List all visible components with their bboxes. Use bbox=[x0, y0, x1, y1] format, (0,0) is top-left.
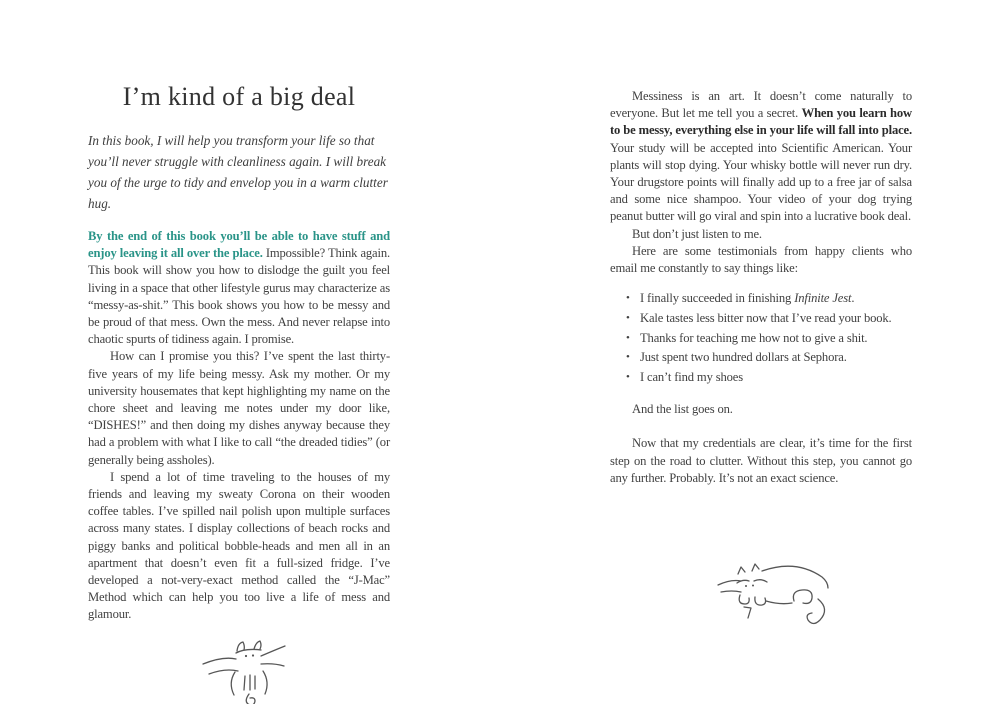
paragraph-hook bbox=[88, 228, 390, 348]
paragraph-hook-rest: Impossible? Think again. This book will show you how to dislodge the guilt you feel living in a space that other lifestyle gurus may characterize as “messy-as-shit.” This book shows you how to be messy and be proud of that mess. Own the mess. And never relapse into chaotic spurts of tidiness again. I promise. bbox=[88, 246, 390, 347]
testimonial-item bbox=[626, 330, 912, 347]
testimonial-text: I finally succeeded in finishing bbox=[640, 291, 795, 306]
paragraph-jmac-method: I spend a lot of time traveling to the houses of my friends and leaving my sweaty Corona on their wooden coffee tables. I’ve spilled nail polish upon multiple surfaces across many states. I display collections of beach rocks and piggy banks and political bobble-heads and men all in an apartment that doesn’t even fit a full-sized fridge. I’ve developed a not-very-exact method called the “J-Mac” Method which can help you too live a life of mess and glamour. bbox=[88, 469, 390, 622]
bold-secret-sentence: When you learn how to be messy, everything else in your life will fall into place. bbox=[610, 106, 912, 138]
testimonial-text-suffix: . bbox=[851, 291, 855, 306]
paragraph-closing: Now that my credentials are clear, it’s time for the first step on the road to clutter. Without this step, you cannot go any further. Probably. It’s not an exact science. bbox=[610, 436, 912, 485]
paragraph-listen: But don’t just listen to me. bbox=[632, 226, 762, 241]
paragraph-messiness-pre: Messiness is an art. It doesn’t come naturally to everyone. But let me tell you a secret. bbox=[610, 89, 912, 121]
intro-italic-note: In this book, I will help you transform your life so that you’ll never struggle with cleanliness again. I will break you of the urge to tidy and envelop you in a warm clutter hug. bbox=[88, 133, 388, 211]
testimonials-list bbox=[610, 290, 912, 386]
paragraph-testimonials-lead: Here are some testimonials from happy clients who email me constantly to say things like: bbox=[610, 243, 912, 276]
testimonial-text: Thanks for teaching me how not to give a shit. bbox=[640, 330, 868, 345]
testimonial-item bbox=[626, 349, 912, 366]
cat-doodle-sitting-icon bbox=[191, 638, 287, 704]
testimonial-item bbox=[626, 310, 912, 327]
paragraph-credentials: How can I promise you this? I’ve spent the last thirty-five years of my life being messy. Ask my mother. Or my university housemates that kept highlighting my name on the chore sheet and leaving me notes under my door like, “DISHES!” and then doing my dishes anyway because they had a problem with what I like to call “the dreaded tidies” (or generally being assholes). bbox=[88, 349, 390, 467]
testimonial-item bbox=[626, 369, 912, 386]
testimonial-text: I can’t find my shoes bbox=[640, 370, 743, 385]
testimonial-text: Kale tastes less bitter now that I’ve read your book. bbox=[640, 310, 892, 325]
paragraph-messiness-art bbox=[610, 88, 912, 226]
testimonial-book-title: Infinite Jest bbox=[794, 291, 852, 306]
testimonial-item bbox=[626, 290, 912, 307]
chapter-title: I’m kind of a big deal bbox=[122, 82, 356, 111]
right-page bbox=[610, 0, 912, 631]
left-page bbox=[88, 0, 390, 704]
paragraph-messiness-rest: Your study will be accepted into Scientific American. Your plants will stop dying. Your whisky bottle will never run dry. Your drugstore points will finally add up to a free jar of salsa and some nice shampoo. Your video of your dog trying peanut butter will go viral and spin into a lucrative book deal. bbox=[610, 140, 912, 224]
testimonial-text: Just spent two hundred dollars at Sephora. bbox=[640, 350, 847, 365]
cat-doodle-lounging-icon bbox=[710, 559, 838, 631]
accent-promise-sentence: By the end of this book you’ll be able to have stuff and enjoy leaving it all over the place. bbox=[88, 229, 390, 261]
list-outro: And the list goes on. bbox=[632, 402, 733, 417]
